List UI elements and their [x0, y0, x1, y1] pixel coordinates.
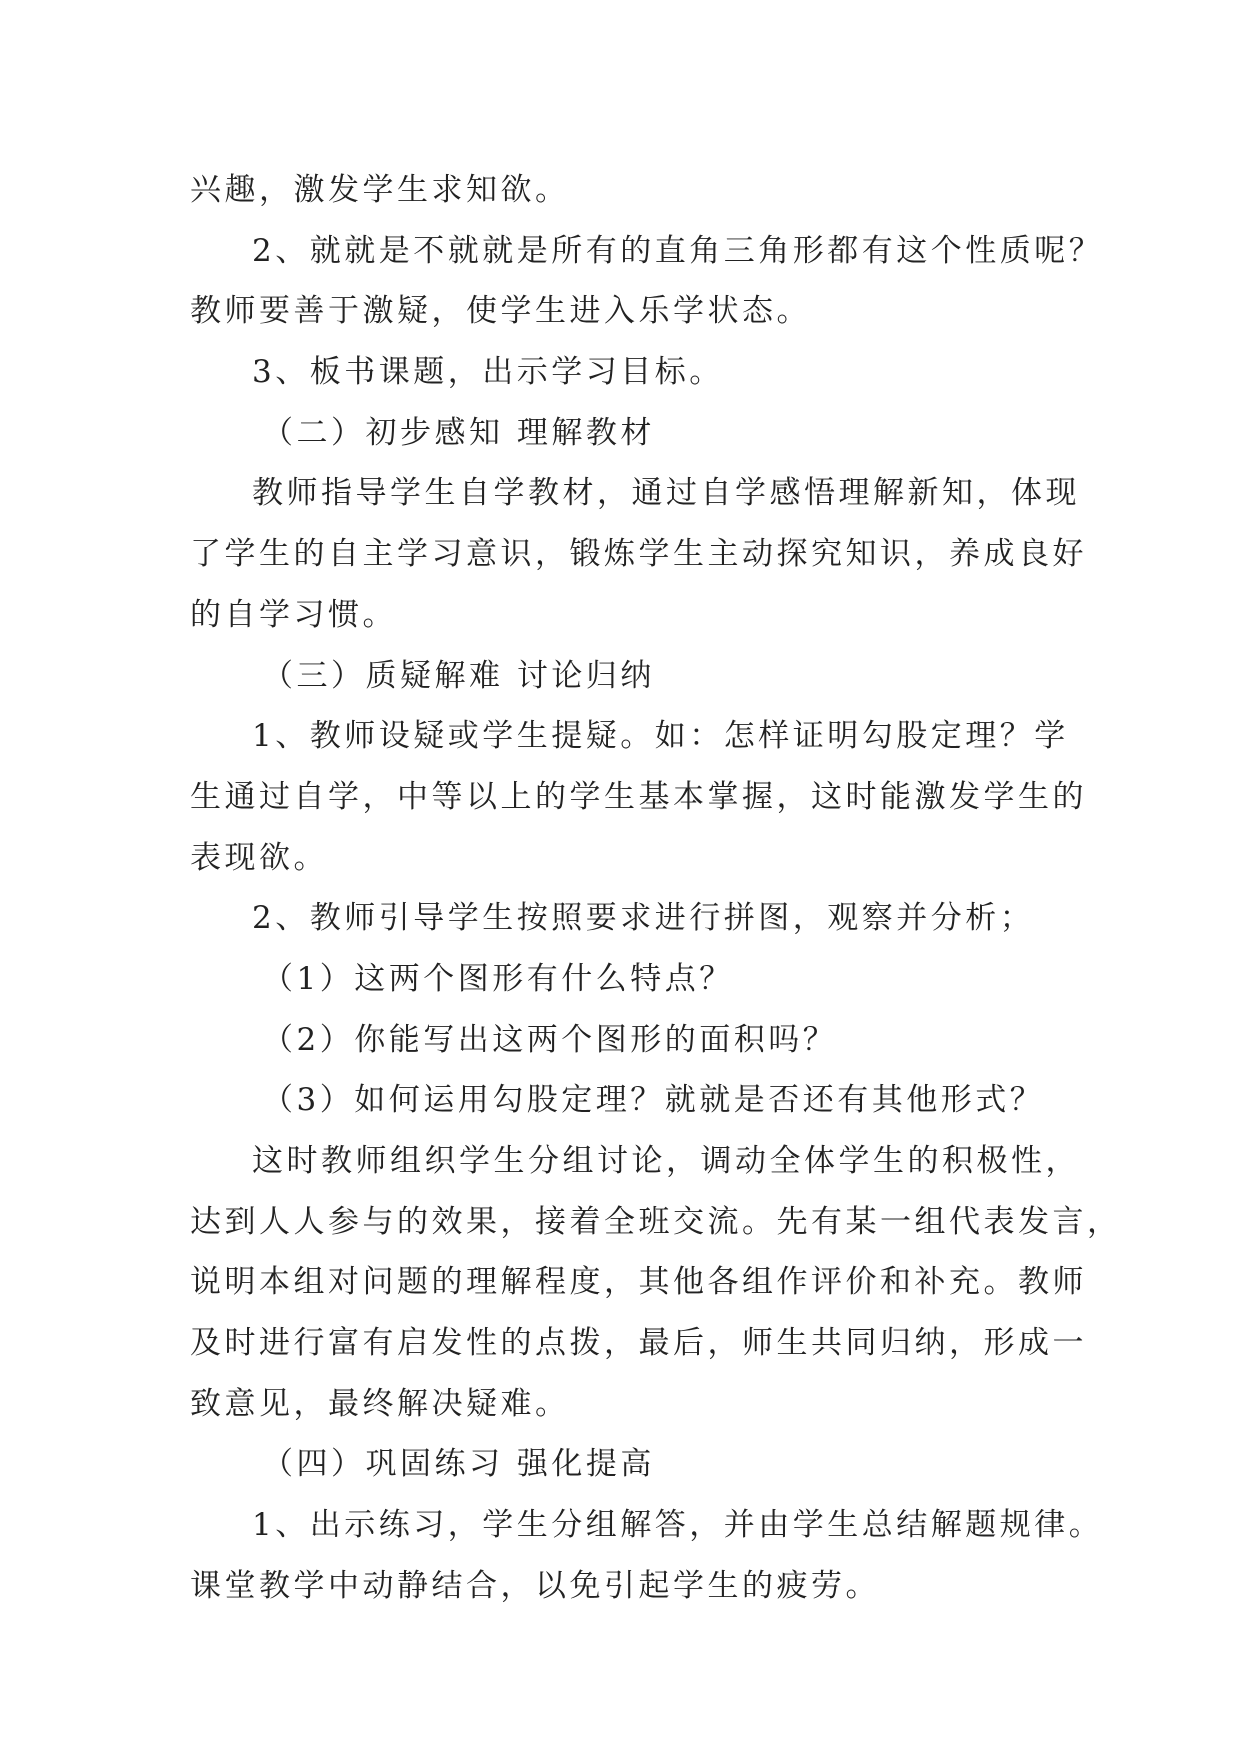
section-heading: （二）初步感知 理解教材 [262, 414, 655, 451]
text-line: 课堂教学中动静结合，以免引起学生的疲劳。 [190, 1567, 880, 1604]
text-line: 达到人人参与的效果，接着全班交流。先有某一组代表发言， [190, 1203, 1122, 1240]
text-line: 1、教师设疑或学生提疑。如：怎样证明勾股定理？学 [252, 718, 1069, 755]
list-item: （3）如何运用勾股定理？就就是否还有其他形式？ [262, 1082, 1045, 1119]
text-line: 教师要善于激疑，使学生进入乐学状态。 [190, 293, 811, 330]
text-line: 及时进行富有启发性的点拨，最后，师生共同归纳，形成一 [190, 1325, 1087, 1362]
text-line: 教师指导学生自学教材，通过自学感悟理解新知，体现 [252, 475, 1080, 512]
text-line: 2、教师引导学生按照要求进行拼图，观察并分析； [252, 900, 1035, 937]
text-line: 1、出示练习，学生分组解答，并由学生总结解题规律。 [252, 1507, 1104, 1544]
section-heading: （三）质疑解难 讨论归纳 [262, 657, 655, 694]
text-line: 了学生的自主学习意识，锻炼学生主动探究知识，养成良好 [190, 536, 1087, 573]
document-body [190, 160, 1122, 1617]
text-line: 的自学习惯。 [190, 596, 397, 633]
list-item: （2）你能写出这两个图形的面积吗？ [262, 1021, 838, 1058]
section-heading: （四）巩固练习 强化提高 [262, 1446, 655, 1483]
text-line: 表现欲。 [190, 839, 328, 876]
text-line: 生通过自学，中等以上的学生基本掌握，这时能激发学生的 [190, 778, 1087, 815]
text-line: 兴趣，激发学生求知欲。 [190, 172, 570, 208]
text-line: 这时教师组织学生分组讨论，调动全体学生的积极性， [252, 1143, 1080, 1179]
text-line: 3、板书课题，出示学习目标。 [252, 354, 724, 391]
text-line: 致意见，最终解决疑难。 [190, 1385, 570, 1422]
list-item: （1）这两个图形有什么特点？ [262, 960, 734, 997]
text-line: 说明本组对问题的理解程度，其他各组作评价和补充。教师 [190, 1264, 1087, 1301]
text-line: 2、就就是不就就是所有的直角三角形都有这个性质呢？ [252, 232, 1104, 269]
